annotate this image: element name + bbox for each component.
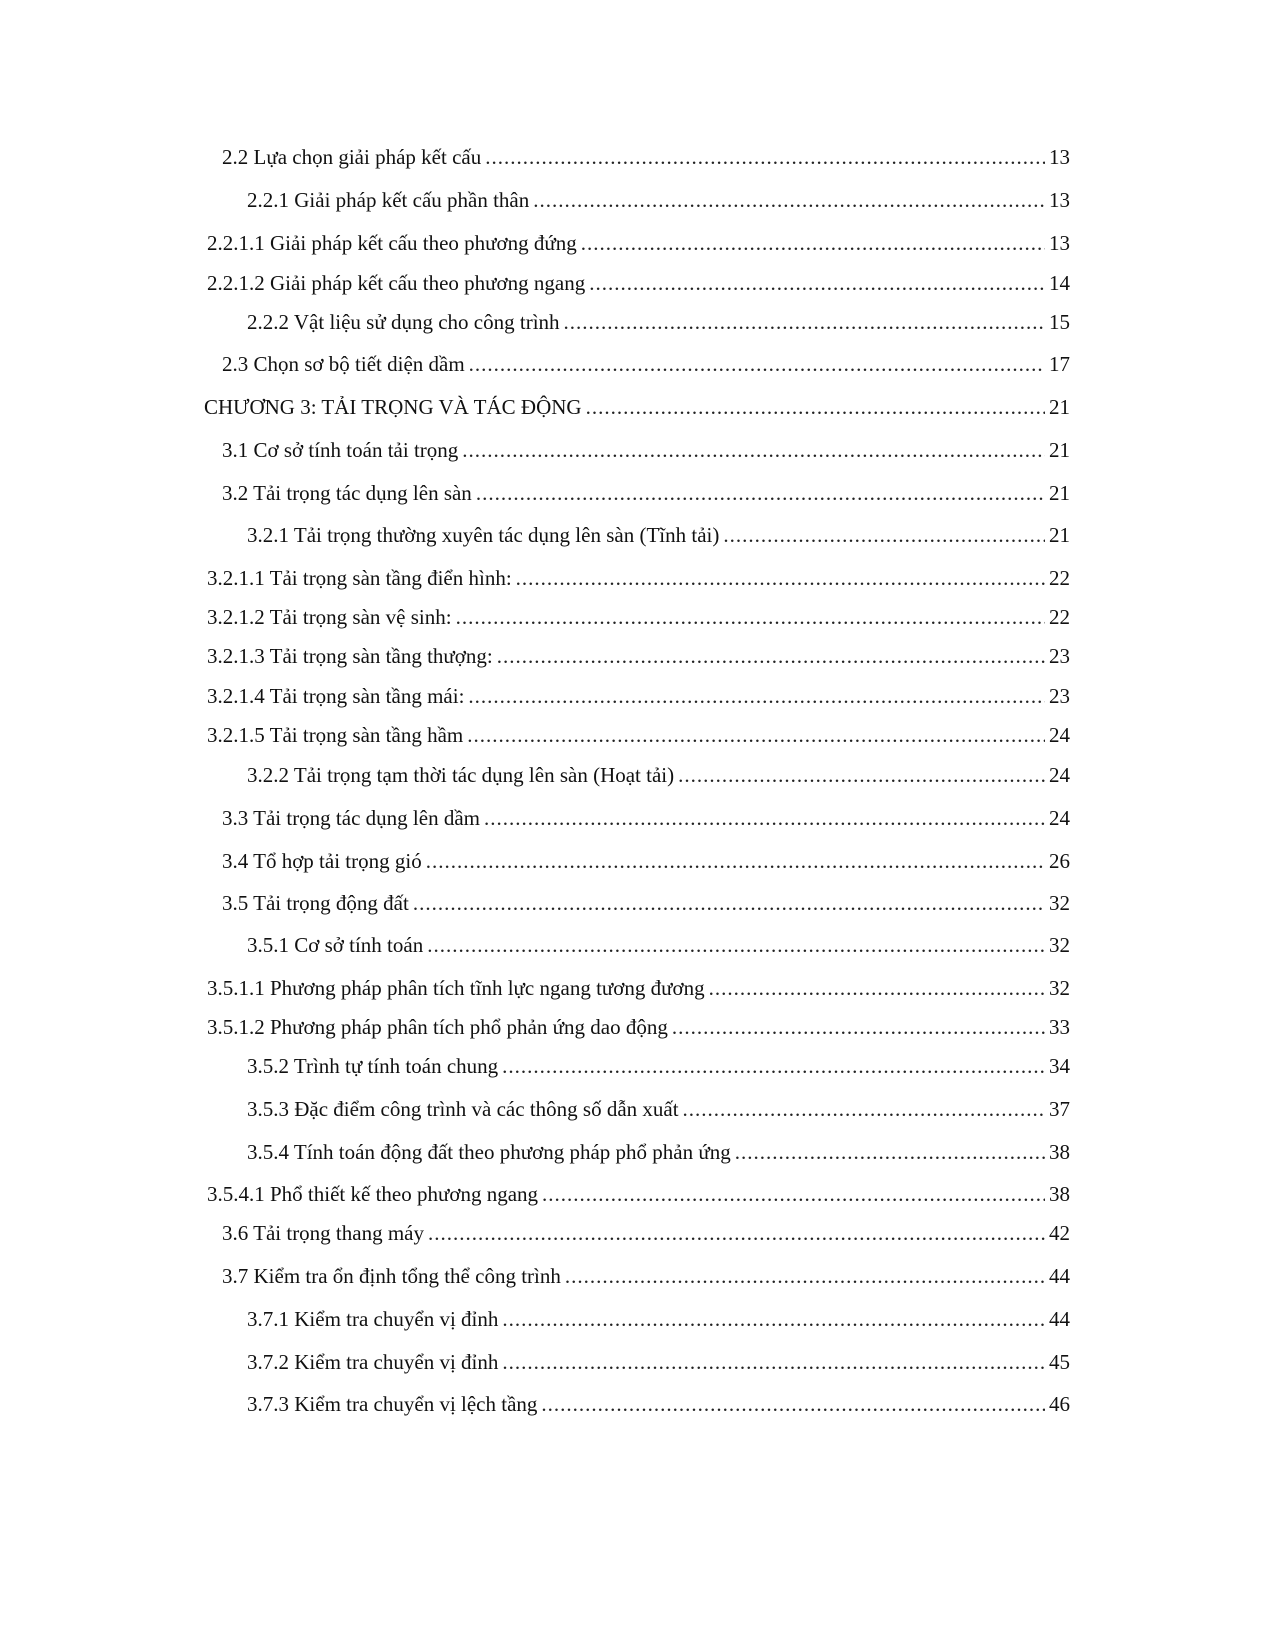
toc-dot-leader — [672, 1014, 1045, 1040]
toc-entry-title: 3.2.1.2 Tải trọng sàn vệ sinh: — [207, 605, 452, 629]
toc-dot-leader — [723, 522, 1045, 548]
toc-entry[interactable] — [207, 643, 1070, 669]
toc-entry[interactable] — [207, 1014, 1070, 1040]
toc-entry[interactable] — [222, 1263, 1070, 1289]
toc-entry[interactable] — [222, 1220, 1070, 1246]
toc-dot-leader — [709, 975, 1045, 1001]
toc-dot-leader — [502, 1349, 1045, 1375]
toc-entry-title: 3.7.1 Kiểm tra chuyển vị đỉnh — [247, 1307, 499, 1331]
toc-page-number: 37 — [1049, 1097, 1070, 1121]
toc-entry-title: 3.5.1.1 Phương pháp phân tích tĩnh lực ngang tương đương — [207, 976, 705, 1000]
toc-dot-leader — [586, 394, 1045, 420]
toc-entry-title: 3.5.2 Trình tự tính toán chung — [247, 1054, 499, 1078]
toc-page-number: 23 — [1049, 684, 1070, 708]
toc-entry[interactable] — [247, 1306, 1070, 1332]
toc-entry-title: 2.2.1.2 Giải pháp kết cấu theo phương ngang — [207, 271, 586, 295]
toc-entry-title: 2.3 Chọn sơ bộ tiết diện dầm — [222, 352, 465, 376]
toc-dot-leader — [502, 1053, 1045, 1079]
toc-entry-title: 2.2.1.1 Giải pháp kết cấu theo phương đứng — [207, 231, 577, 255]
toc-page-number: 32 — [1049, 976, 1070, 1000]
toc-entry-title: 3.6 Tải trọng thang máy — [222, 1221, 424, 1245]
toc-dot-leader — [541, 1391, 1045, 1417]
toc-dot-leader — [581, 230, 1045, 256]
toc-dot-leader — [735, 1139, 1045, 1165]
toc-page-number: 23 — [1049, 644, 1070, 668]
toc-entry-title: 2.2.1 Giải pháp kết cấu phần thân — [247, 188, 530, 212]
toc-dot-leader — [468, 683, 1045, 709]
toc-page-number: 15 — [1049, 310, 1070, 334]
toc-dot-leader — [683, 1096, 1045, 1122]
toc-entry[interactable] — [247, 1139, 1070, 1165]
toc-entry-title: 2.2 Lựa chọn giải pháp kết cấu — [222, 145, 482, 169]
toc-dot-leader — [589, 270, 1045, 296]
toc-entry-title: 3.4 Tổ hợp tải trọng gió — [222, 849, 422, 873]
toc-page-number: 32 — [1049, 933, 1070, 957]
toc-entry[interactable] — [222, 144, 1070, 170]
toc-entry[interactable] — [207, 270, 1070, 296]
toc-entry-title: 3.2.1 Tải trọng thường xuyên tác dụng lên sàn (Tĩnh tải) — [247, 523, 720, 547]
toc-dot-leader — [533, 187, 1045, 213]
toc-page-number: 44 — [1049, 1264, 1070, 1288]
toc-entry-title: 3.5 Tải trọng động đất — [222, 891, 409, 915]
toc-page-number: 13 — [1049, 188, 1070, 212]
toc-page-number: 24 — [1049, 763, 1070, 787]
toc-page-number: 33 — [1049, 1015, 1070, 1039]
toc-dot-leader — [564, 309, 1045, 335]
toc-page-number: 22 — [1049, 605, 1070, 629]
toc-entry[interactable] — [247, 1349, 1070, 1375]
toc-page-number: 13 — [1049, 145, 1070, 169]
toc-dot-leader — [542, 1181, 1045, 1207]
toc-dot-leader — [413, 890, 1045, 916]
toc-entry[interactable] — [222, 437, 1070, 463]
toc-entry-title: 3.5.3 Đặc điểm công trình và các thông số dẫn xuất — [247, 1097, 679, 1121]
toc-entry[interactable] — [222, 805, 1070, 831]
toc-entry-title: 3.5.1 Cơ sở tính toán — [247, 933, 424, 957]
toc-entry-title: 3.5.4 Tính toán động đất theo phương pháp phổ phản ứng — [247, 1140, 731, 1164]
toc-entry-title: 3.7 Kiểm tra ổn định tổng thể công trình — [222, 1264, 561, 1288]
toc-entry[interactable] — [247, 522, 1070, 548]
toc-dot-leader — [427, 932, 1045, 958]
toc-page-number: 34 — [1049, 1054, 1070, 1078]
toc-dot-leader — [678, 762, 1045, 788]
toc-dot-leader — [426, 848, 1045, 874]
toc-page-number: 46 — [1049, 1392, 1070, 1416]
toc-dot-leader — [497, 643, 1045, 669]
toc-page-number: 32 — [1049, 891, 1070, 915]
toc-entry-title: 3.1 Cơ sở tính toán tải trọng — [222, 438, 459, 462]
toc-entry-title: 3.2.1.4 Tải trọng sàn tầng mái: — [207, 684, 465, 708]
toc-dot-leader — [565, 1263, 1045, 1289]
toc-page-number: 17 — [1049, 352, 1070, 376]
toc-entry-title: 3.2.2 Tải trọng tạm thời tác dụng lên sàn (Hoạt tải) — [247, 763, 675, 787]
toc-page-number: 24 — [1049, 806, 1070, 830]
toc-dot-leader — [484, 805, 1045, 831]
toc-page-number: 42 — [1049, 1221, 1070, 1245]
toc-dot-leader — [485, 144, 1045, 170]
toc-entry[interactable] — [222, 890, 1070, 916]
toc-dot-leader — [428, 1220, 1045, 1246]
toc-entry-title: 3.2.1.3 Tải trọng sàn tầng thượng: — [207, 644, 493, 668]
toc-dot-leader — [467, 722, 1045, 748]
toc-page-number: 21 — [1049, 438, 1070, 462]
toc-entry-title: 3.7.3 Kiểm tra chuyển vị lệch tầng — [247, 1392, 538, 1416]
toc-entry[interactable] — [222, 351, 1070, 377]
toc-chapter-title: CHƯƠNG 3: TẢI TRỌNG VÀ TÁC ĐỘNG — [204, 395, 582, 419]
toc-entry-title: 3.5.4.1 Phổ thiết kế theo phương ngang — [207, 1182, 539, 1206]
toc-entry[interactable] — [247, 932, 1070, 958]
toc-page-number: 44 — [1049, 1307, 1070, 1331]
toc-page-number: 21 — [1049, 523, 1070, 547]
toc-page-number: 21 — [1049, 481, 1070, 505]
toc-entry[interactable] — [207, 722, 1070, 748]
toc-entry[interactable] — [247, 1096, 1070, 1122]
toc-entry[interactable] — [247, 1391, 1070, 1417]
toc-chapter-entry[interactable] — [204, 394, 1070, 420]
toc-page-number: 13 — [1049, 231, 1070, 255]
toc-page-number: 22 — [1049, 566, 1070, 590]
toc-entry[interactable] — [247, 762, 1070, 788]
toc-dot-leader — [469, 351, 1045, 377]
toc-entry-title: 2.2.2 Vật liệu sử dụng cho công trình — [247, 310, 560, 334]
toc-entry-title: 3.2.1.1 Tải trọng sàn tầng điển hình: — [207, 566, 512, 590]
toc-entry[interactable] — [207, 604, 1070, 630]
toc-entry-title: 3.2 Tải trọng tác dụng lên sàn — [222, 481, 472, 505]
toc-entry-title: 3.7.2 Kiểm tra chuyển vị đỉnh — [247, 1350, 499, 1374]
toc-dot-leader — [502, 1306, 1045, 1332]
toc-page-number: 45 — [1049, 1350, 1070, 1374]
toc-page-number: 14 — [1049, 271, 1070, 295]
toc-entry[interactable] — [207, 1181, 1070, 1207]
toc-entry-title: 3.3 Tải trọng tác dụng lên dầm — [222, 806, 480, 830]
toc-dot-leader — [462, 437, 1045, 463]
toc-page-number: 38 — [1049, 1182, 1070, 1206]
toc-entry[interactable] — [207, 230, 1070, 256]
toc-entry-title: 3.2.1.5 Tải trọng sàn tầng hầm — [207, 723, 464, 747]
toc-page-number: 26 — [1049, 849, 1070, 873]
toc-entry-title: 3.5.1.2 Phương pháp phân tích phổ phản ứng dao động — [207, 1015, 668, 1039]
toc-entry[interactable] — [222, 480, 1070, 506]
toc-entry[interactable] — [247, 309, 1070, 335]
toc-entry[interactable] — [207, 565, 1070, 591]
toc-dot-leader — [516, 565, 1045, 591]
toc-dot-leader — [476, 480, 1045, 506]
toc-entry[interactable] — [247, 187, 1070, 213]
toc-entry[interactable] — [207, 975, 1070, 1001]
toc-page-number: 24 — [1049, 723, 1070, 747]
toc-entry[interactable] — [247, 1053, 1070, 1079]
toc-entry[interactable] — [207, 683, 1070, 709]
toc-page-number: 38 — [1049, 1140, 1070, 1164]
toc-entry[interactable] — [222, 848, 1070, 874]
toc-dot-leader — [456, 604, 1045, 630]
toc-page-number: 21 — [1049, 395, 1070, 419]
